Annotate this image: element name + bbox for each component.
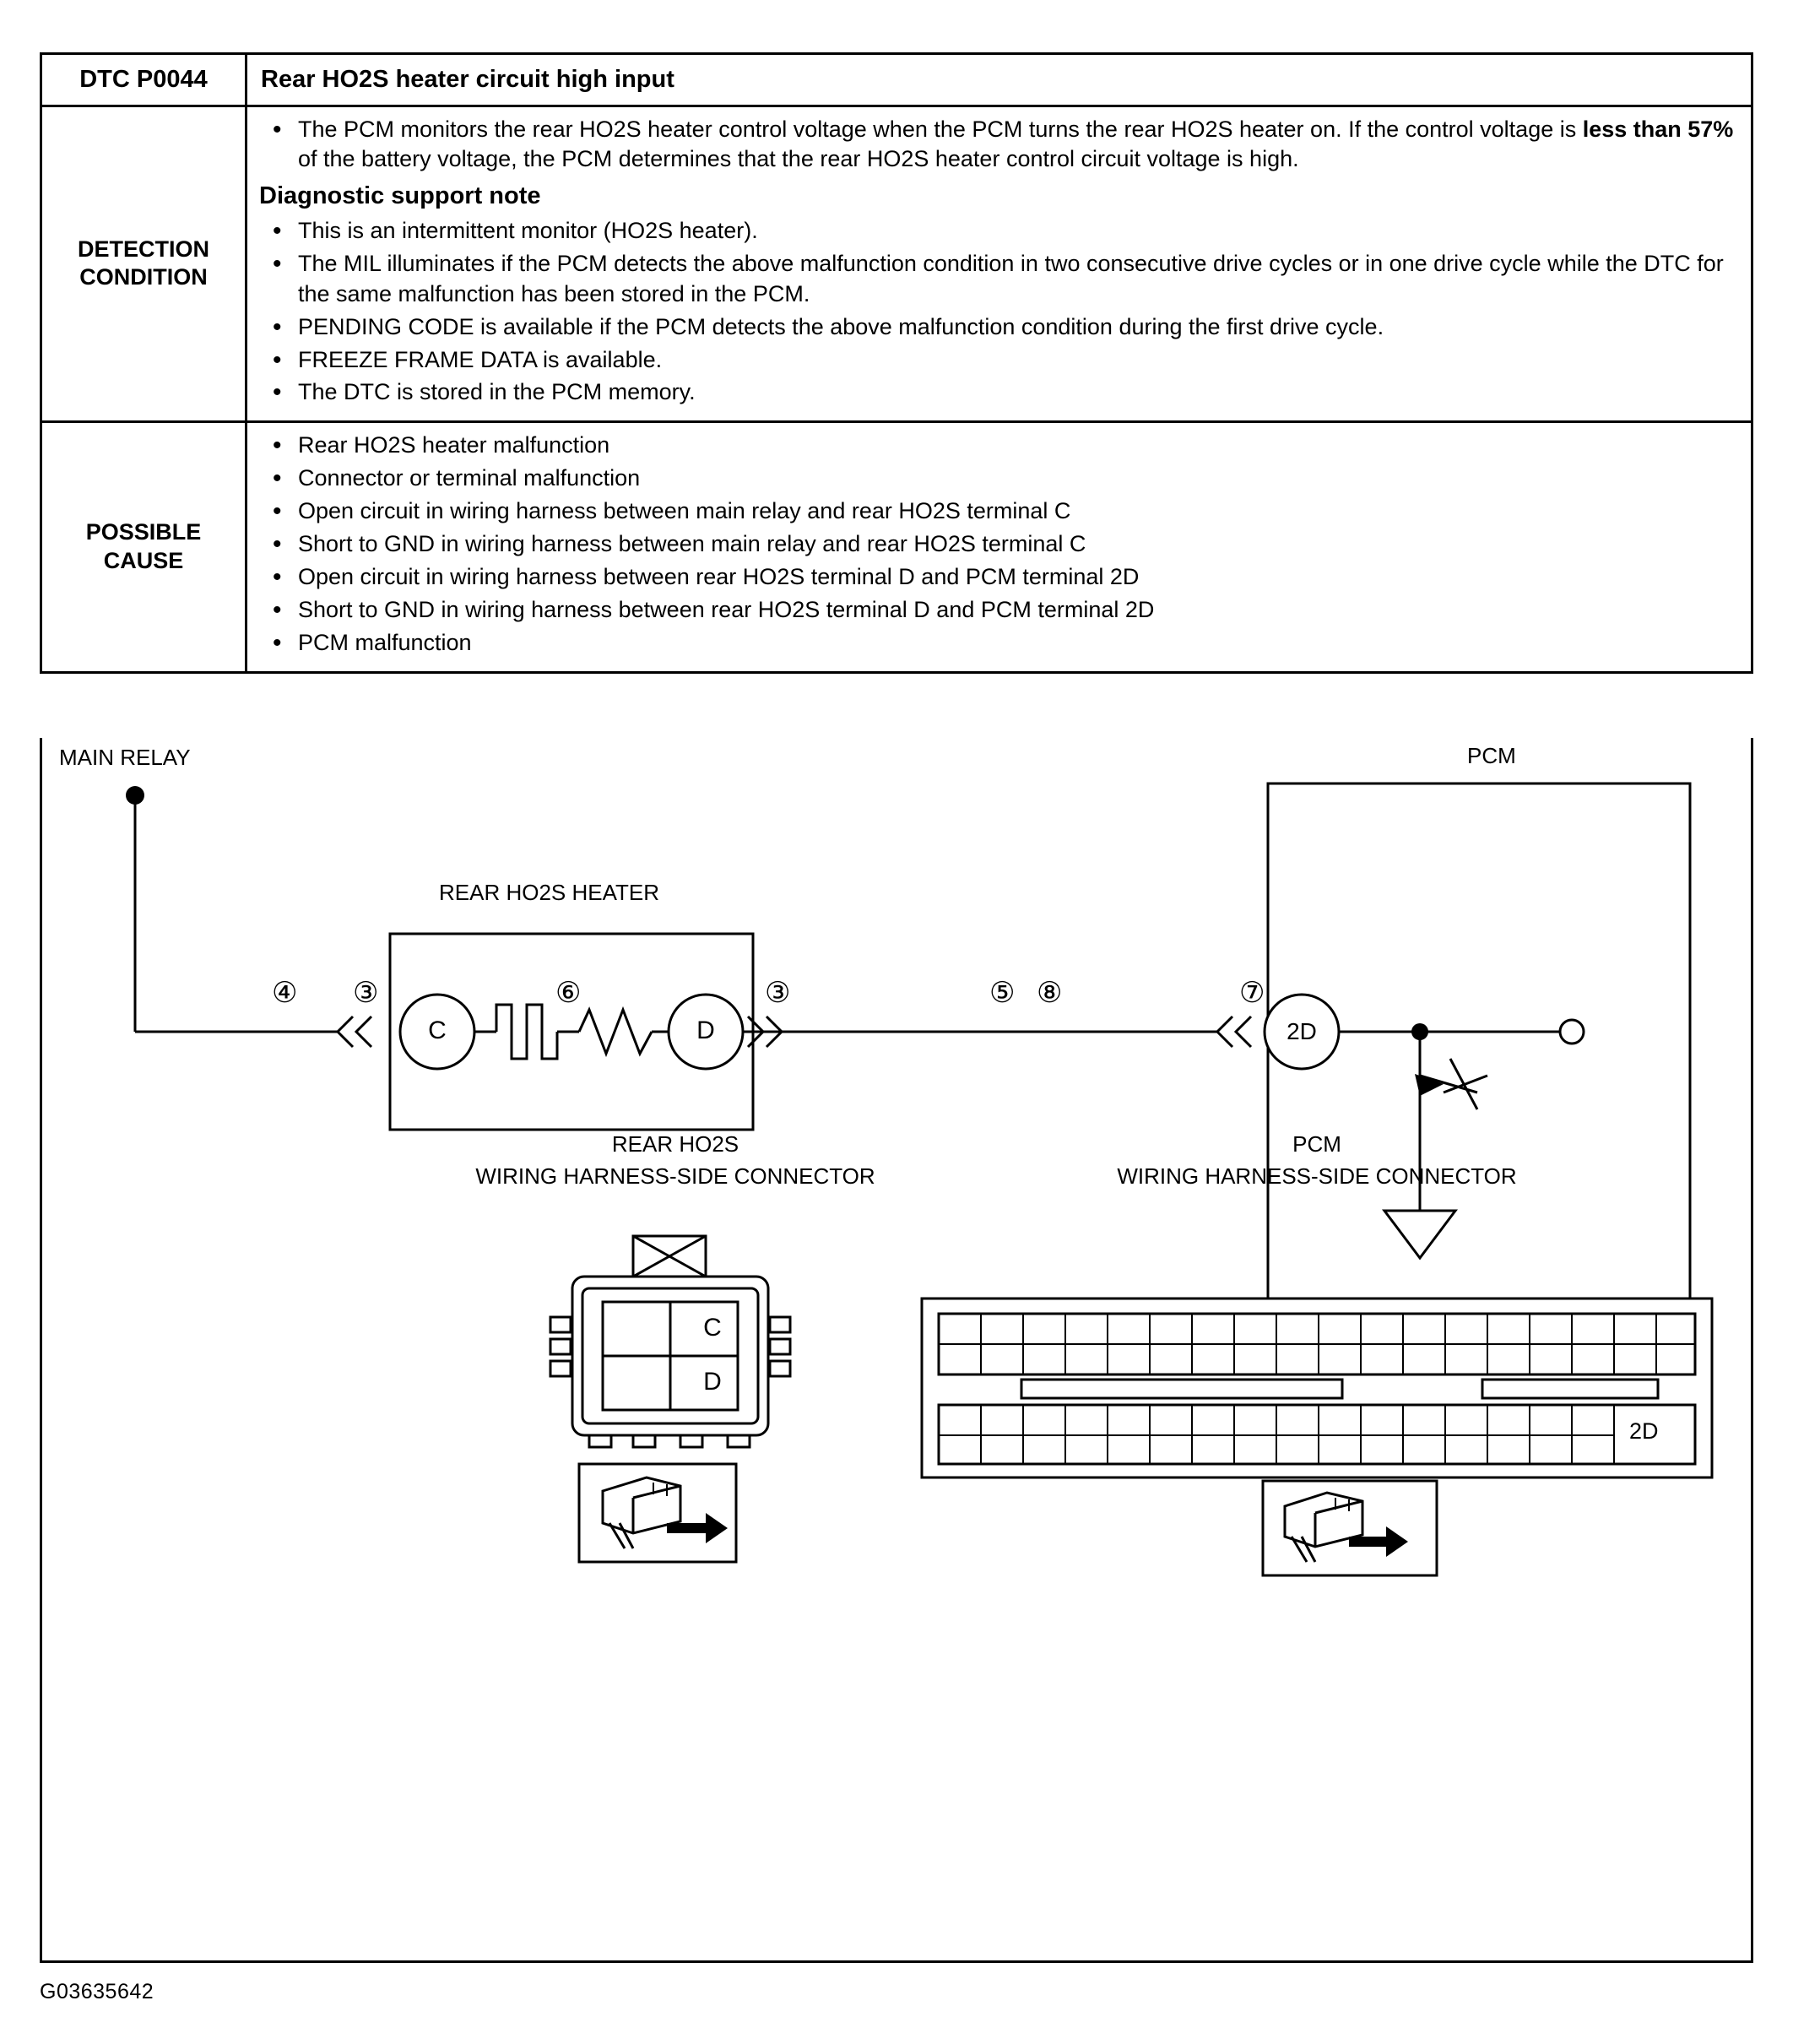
callout-5: ⑤ xyxy=(989,977,1016,1009)
list-item: • Open circuit in wiring harness between rear HO2S terminal D and PCM terminal 2D xyxy=(259,562,1739,593)
main-relay-label: MAIN RELAY xyxy=(59,745,191,770)
pcm-connector-title-line2: WIRING HARNESS-SIDE CONNECTOR xyxy=(1117,1163,1517,1189)
detection-intro-part1: The PCM monitors the rear HO2S heater control voltage when the PCM turns the rear HO2S heater on. If the control voltage is xyxy=(298,116,1583,142)
detection-intro-bullet xyxy=(259,115,1739,176)
detection-label-line1: DETECTION xyxy=(77,236,209,262)
detection-condition-label xyxy=(42,107,247,421)
list-item: • Rear HO2S heater malfunction xyxy=(259,431,1739,461)
callout-8: ⑧ xyxy=(1037,977,1063,1009)
detection-intro-emphasis: less than 57% xyxy=(1582,116,1734,142)
callout-6: ⑥ xyxy=(555,977,582,1009)
detection-label-line2: CONDITION xyxy=(79,264,208,290)
list-item: • The MIL illuminates if the PCM detects the above malfunction condition in two consecutive drive cycles or in one drive cycle while the DTC for the same malfunction has been stored in the PCM. xyxy=(259,249,1739,310)
heater-element-symbol xyxy=(496,1005,557,1059)
callout-7: ⑦ xyxy=(1239,977,1265,1009)
connector-orientation-icon-right xyxy=(1263,1481,1437,1575)
terminal-2d-text: 2D xyxy=(1287,1018,1317,1044)
connector-pin-d: D xyxy=(703,1368,722,1396)
list-item: • This is an intermittent monitor (HO2S heater). xyxy=(259,216,1739,247)
detection-condition-content xyxy=(247,107,1751,421)
list-item: • Open circuit in wiring harness between main relay and rear HO2S terminal C xyxy=(259,496,1739,527)
dtc-table xyxy=(40,52,1753,674)
table-row-possible-cause xyxy=(42,423,1751,670)
possible-cause-list xyxy=(259,431,1739,658)
pcm-connector-pin-2d: 2D xyxy=(1629,1418,1659,1444)
detection-intro-list xyxy=(259,115,1739,176)
possible-cause-content xyxy=(247,423,1751,670)
list-item: • PENDING CODE is available if the PCM detects the above malfunction condition during the first drive cycle. xyxy=(259,312,1739,343)
detection-intro-part3: of the battery voltage, the PCM determines that the rear HO2S heater control circuit voltage is high. xyxy=(298,146,1299,172)
rear-ho2s-heater-label: REAR HO2S HEATER xyxy=(439,880,660,905)
page-reference-code: G03635642 xyxy=(40,1980,154,2003)
list-item: • Short to GND in wiring harness between rear HO2S terminal D and PCM terminal 2D xyxy=(259,595,1739,626)
list-item: • The DTC is stored in the PCM memory. xyxy=(259,377,1739,408)
wiring-diagram-inner xyxy=(42,738,1753,1960)
detection-notes-list xyxy=(259,216,1739,408)
diagnostic-support-note-heading: Diagnostic support note xyxy=(259,182,541,210)
list-item: • PCM malfunction xyxy=(259,628,1739,659)
dtc-title-cell: Rear HO2S heater circuit high input xyxy=(261,66,674,93)
callout-3-left: ③ xyxy=(353,977,379,1009)
pcm-open-terminal xyxy=(1560,1020,1584,1044)
connector-pin-c: C xyxy=(703,1314,722,1342)
list-item: • Short to GND in wiring harness between main relay and rear HO2S terminal C xyxy=(259,529,1739,560)
connector-orientation-icon-left xyxy=(579,1464,736,1562)
list-item: • Connector or terminal malfunction xyxy=(259,464,1739,494)
callout-3-right: ③ xyxy=(765,977,791,1009)
list-item: • FREEZE FRAME DATA is available. xyxy=(259,345,1739,376)
rear-ho2s-connector-title-line2: WIRING HARNESS-SIDE CONNECTOR xyxy=(475,1163,875,1189)
possible-cause-label xyxy=(42,423,247,670)
connector-arrow-c xyxy=(338,1017,371,1047)
wiring-diagram-svg xyxy=(42,738,1753,1960)
wiring-diagram-panel xyxy=(40,738,1753,1963)
connector-arrow-pcm xyxy=(1217,1017,1251,1047)
rear-ho2s-connector-drawing xyxy=(550,1236,790,1447)
ground-symbol xyxy=(1384,1211,1455,1258)
callout-4: ④ xyxy=(272,977,298,1009)
dtc-code-cell: DTC P0044 xyxy=(42,55,247,105)
terminal-d-text: D xyxy=(696,1017,715,1044)
rear-ho2s-connector-title-line1: REAR HO2S xyxy=(611,1131,739,1157)
table-row-detection-condition xyxy=(42,107,1751,424)
pcm-connector-title-line1: PCM xyxy=(1292,1131,1341,1157)
terminal-c-text: C xyxy=(428,1017,447,1044)
possible-cause-label-line1: POSSIBLE xyxy=(85,519,202,545)
main-relay-node xyxy=(126,786,144,805)
pcm-connector-drawing xyxy=(922,1299,1712,1477)
possible-cause-label-line2: CAUSE xyxy=(103,548,184,574)
table-row-header xyxy=(42,55,1751,107)
resistor-symbol xyxy=(579,1010,652,1054)
pcm-label: PCM xyxy=(1467,743,1516,768)
